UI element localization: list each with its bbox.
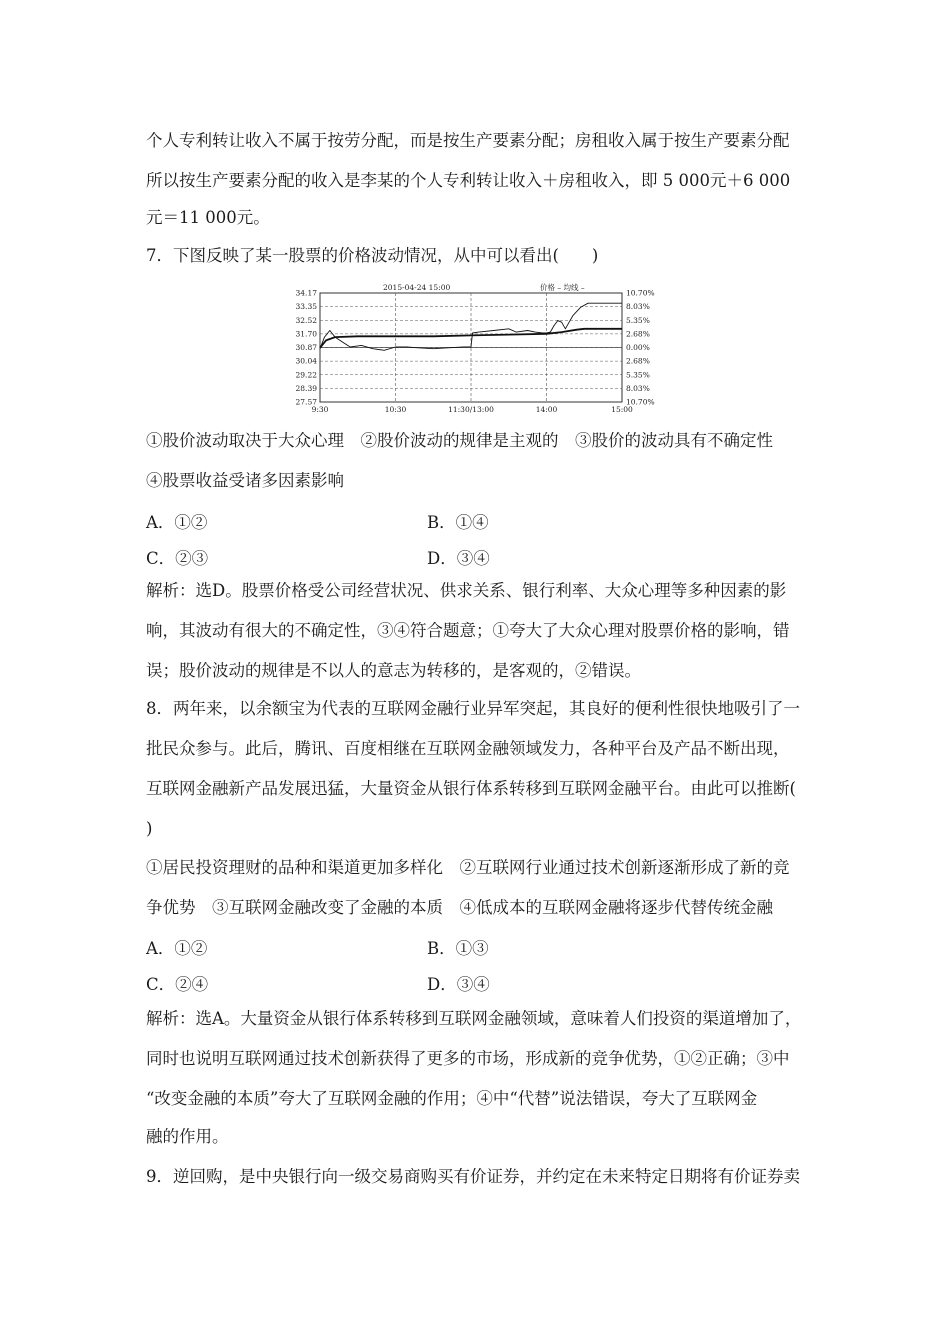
y-left-tick-label: 31.70 <box>295 329 317 339</box>
analysis-line: “改变金融的本质”夸大了互联网金融的作用；④中“代替”说法错误，夸大了互联网金 <box>146 1089 758 1108</box>
analysis-line: 响，其波动有很大的不确定性，③④符合题意；①夸大了大众心理对股票价格的影响，错 <box>146 621 790 640</box>
y-left-tick-label: 34.17 <box>295 288 317 298</box>
question-7-stem: 7．下图反映了某一股票的价格波动情况，从中可以看出( ) <box>146 246 599 265</box>
x-tick-label: 14:00 <box>535 405 558 414</box>
y-right-tick-label: 8.03% <box>626 383 650 393</box>
y-right-tick-label: 10.70% <box>626 397 655 407</box>
question-9-stem: 9．逆回购，是中央银行向一级交易商购买有价证券，并约定在未来特定日期将有价证券卖 <box>146 1167 800 1186</box>
analysis-line: 误；股价波动的规律是不以人的意志为转移的，是客观的，②错误。 <box>146 661 641 680</box>
analysis-line: 解析：选A。大量资金从银行体系转移到互联网金融领域，意味着人们投资的渠道增加了， <box>146 1009 802 1028</box>
y-left-tick-label: 30.87 <box>295 343 317 353</box>
question-8-statements: ①居民投资理财的品种和渠道更加多样化 ②互联网行业通过技术创新逐渐形成了新的竞 <box>146 858 790 877</box>
y-left-tick-label: 30.04 <box>295 356 317 366</box>
option-a: A．①② <box>146 513 208 532</box>
y-right-tick-label: 2.68% <box>626 356 650 366</box>
option-c: C．②③ <box>146 549 209 568</box>
y-left-tick-label: 32.52 <box>295 315 317 325</box>
chart-legend: 价格 – 均线 – <box>540 283 585 292</box>
x-tick-label: 10:30 <box>384 405 407 414</box>
option-d: D．③④ <box>427 549 490 568</box>
paragraph-line: 所以按生产要素分配的收入是李某的个人专利转让收入＋房租收入，即 5 000元＋6 000 <box>146 171 791 190</box>
option-d: D．③④ <box>427 975 490 994</box>
option-a: A．①② <box>146 939 208 958</box>
x-tick-label: 15:00 <box>611 405 633 414</box>
y-right-tick-label: 0.00% <box>626 343 650 353</box>
paragraph-line: 元＝11 000元。 <box>146 208 270 227</box>
y-left-tick-label: 33.35 <box>295 302 317 312</box>
x-tick-label: 9:30 <box>311 405 329 414</box>
y-left-tick-label: 27.57 <box>295 397 317 407</box>
y-right-tick-label: 5.35% <box>626 315 650 325</box>
y-right-tick-label: 2.68% <box>626 329 650 339</box>
y-right-tick-label: 5.35% <box>626 370 650 380</box>
stock-price-chart <box>288 282 668 422</box>
y-left-tick-label: 28.39 <box>295 383 317 393</box>
paragraph-line: 个人专利转让收入不属于按劳分配，而是按生产要素分配；房租收入属于按生产要素分配 <box>146 131 790 150</box>
option-c: C．②④ <box>146 975 209 994</box>
analysis-line: 解析：选D。股票价格受公司经营状况、供求关系、银行利率、大众心理等多种因素的影 <box>146 581 787 600</box>
chart-grid <box>320 293 622 402</box>
analysis-line: 融的作用。 <box>146 1127 229 1146</box>
chart-tick-labels <box>296 289 655 414</box>
option-b: B．①③ <box>427 939 489 958</box>
y-left-tick-label: 29.22 <box>295 370 317 380</box>
question-8-statements: 争优势 ③互联网金融改变了金融的本质 ④低成本的互联网金融将逐步代替传统金融 <box>146 898 773 917</box>
question-8-stem: 批民众参与。此后，腾讯、百度相继在互联网金融领域发力，各种平台及产品不断出现， <box>146 739 790 758</box>
question-8-stem: 8．两年来，以余额宝为代表的互联网金融行业异军突起，其良好的便利性很快地吸引了一 <box>146 699 800 718</box>
question-7-statements: ①股价波动取决于大众心理 ②股价波动的规律是主观的 ③股价的波动具有不确定性 <box>146 431 773 450</box>
question-8-stem: 互联网金融新产品发展迅猛，大量资金从银行体系转移到互联网金融平台。由此可以推断( <box>146 779 796 798</box>
analysis-line: 同时也说明互联网通过技术创新获得了更多的市场，形成新的竞争优势，①②正确；③中 <box>146 1049 790 1068</box>
question-7-statements: ④股票收益受诸多因素影响 <box>146 471 344 490</box>
option-b: B．①④ <box>427 513 489 532</box>
chart-title: 2015-04-24 15:00 <box>383 283 451 292</box>
y-right-tick-label: 10.70% <box>626 288 655 298</box>
x-tick-label: 11:30/13:00 <box>448 405 494 414</box>
y-right-tick-label: 8.03% <box>626 302 650 312</box>
question-8-stem: ) <box>146 819 153 838</box>
